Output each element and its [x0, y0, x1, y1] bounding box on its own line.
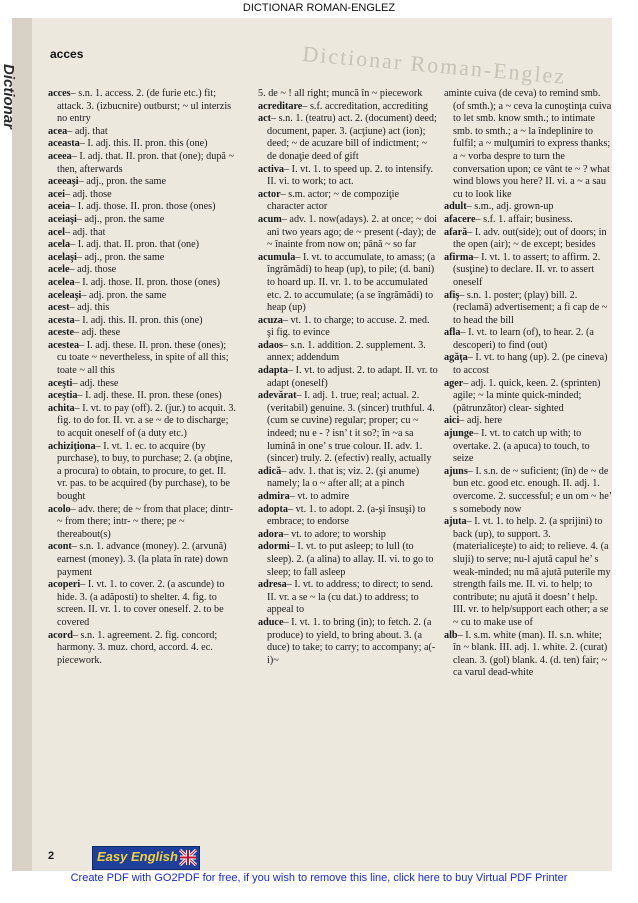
entry-term: adevărat: [258, 390, 297, 402]
dictionary-entry: [258, 113, 438, 163]
entry-term: acumula: [258, 251, 296, 263]
entry-term: aceiaşi: [48, 213, 77, 225]
entry-term: acei: [48, 188, 65, 200]
dictionary-entry: [258, 390, 438, 466]
entry-term: ager: [444, 377, 464, 389]
dictionary-entry: [48, 541, 238, 579]
entry-term: acesta: [48, 314, 75, 326]
sidebar-tab: [0, 18, 32, 871]
dictionary-entry: [444, 88, 612, 201]
entry-term: adapta: [258, 365, 289, 377]
column-1: [48, 88, 238, 667]
dictionary-entry: [48, 138, 238, 151]
entry-definition: – adj. here: [459, 415, 502, 427]
entry-term: act: [258, 113, 272, 125]
entry-term: aduce: [258, 616, 284, 628]
entry-term: ajunge: [444, 428, 474, 440]
entry-definition: – I. vt. 1. to help. 2. (a sprijini) to back (up), to support. 3. (materialiceşte) to aid; to relieve. 4. (a sluji) to serve; nu-l ajută capul he’ s weak-minded; nu mă ajută puterile my strength fails me. II. vi. to help; to contribute; nu ajută it doesn’ t help. III. vr. to help/support each other; a se ~ cu to make use of: [453, 516, 611, 628]
dictionary-entry: [48, 176, 238, 189]
dictionary-entry: [48, 88, 238, 126]
watermark-text: Dictionar Roman-Englez: [301, 40, 568, 89]
dictionary-entry: [258, 164, 438, 189]
dictionary-entry: [48, 441, 238, 504]
dictionary-entry: [444, 227, 612, 252]
dictionary-entry: [258, 315, 438, 340]
entry-term: afară: [444, 226, 468, 238]
dictionary-entry: [48, 201, 238, 214]
entry-definition: – vt. 1. to adopt. 2. (a-şi însuşi) to embrace; to endorse: [267, 503, 426, 528]
entry-term: acreditare: [258, 100, 303, 112]
entry-term: aceste: [48, 327, 75, 339]
dictionary-entry: [444, 415, 612, 428]
entry-term: aceia: [48, 201, 71, 213]
page-headword: acces: [50, 47, 84, 61]
dictionary-entry: [258, 252, 438, 315]
dictionary-entry: [48, 327, 238, 340]
entry-term: ajuns: [444, 465, 468, 477]
entry-definition: – I. adj. those. II. pron. those (ones): [74, 276, 221, 288]
dictionary-entry: [48, 239, 238, 252]
entry-definition: – s.n. 1. advance (money). 2. (arvună) earnest (money). 3. (la plata în rate) down payment: [57, 541, 229, 578]
page-number: 2: [48, 850, 55, 862]
dictionary-entry: [258, 491, 438, 504]
entry-definition: – vt. to adore; to worship: [283, 528, 386, 540]
dictionary-entry: [258, 101, 438, 114]
dictionary-entry: [48, 151, 238, 176]
entry-definition: – adj. 1. quick, keen. 2. (sprinten) agile; ~ la minte quick-minded; (pătrunzător) clear- sighted: [453, 377, 601, 414]
uk-flag-graphic: [180, 850, 196, 865]
dictionary-entry: [258, 617, 438, 667]
easy-english-logo: [92, 846, 200, 870]
entry-term: acela: [48, 239, 71, 251]
entry-definition: – adj., pron. the same: [76, 251, 165, 263]
entry-definition: – I. vt. to address; to direct; to send. II. vr. a se ~ la (cu dat.) to address; to appeal to: [267, 579, 433, 616]
entry-definition: – vt. 1. to charge; to accuse. 2. med. şi fig. to evince: [267, 314, 430, 339]
entry-definition: – I. vt. to hang (up). 2. (pe cineva) to accost: [453, 352, 608, 377]
dictionary-entry: [48, 390, 238, 403]
entry-term: adresa: [258, 579, 287, 591]
logo-text: Easy English: [97, 849, 178, 864]
entry-definition: – adj. those: [64, 188, 112, 200]
entry-term: acelaşi: [48, 251, 77, 263]
entry-definition: – s.n. 1. (teatru) act. 2. (document) deed; document, paper. 3. (acţiune) act (ion); deed; ~ de acuzare bill of indictment; ~ de donaţie deed of gift: [267, 113, 437, 162]
entry-definition: – I. adj. that. II. pron. that (one); după ~ then, afterwards: [57, 150, 235, 175]
entry-definition: – I. vt. 1. ec. to acquire (by purchase), to buy, to purchase; 2. (a obţine, a procura) to obtain, to procure, to get. II. vr. pas. to be acquired (by purchase), to be bought: [57, 440, 233, 502]
entry-term: adora: [258, 528, 284, 540]
entry-term: activa: [258, 163, 285, 175]
entry-definition: – adj. these: [72, 377, 119, 389]
entry-definition: – I. adj. this. II. pron. this (one): [79, 138, 208, 150]
dictionary-entry: [258, 529, 438, 542]
entry-definition: – I. vt. to adjust. 2. to adapt. II. vr. to adapt (oneself): [267, 365, 438, 389]
entry-term: aceeaşi: [48, 176, 79, 188]
entry-definition: – I. adj. 1. true; real; actual. 2. (veritabil) genuine. 3. (sincer) truthful. 4. (cum se cuvine) regular; proper; cu ~ indeed; nu e - ? isn’ t it so?; în ~a sa lumină in one’ s true colour. II. adv. 1. (sincer) truly. 2. (efectiv) really, actually: [267, 390, 435, 465]
entry-term: acont: [48, 541, 72, 553]
entry-definition: – adv. 1. now(adays). 2. at once; ~ doi ani two years ago; de ~ present (-day); de ~ înainte from now on; până ~ so far: [267, 213, 438, 251]
entry-definition: – s.n. 1. poster; (play) bill. 2. (reclamă) advertisement; a fi cap de ~ to head the bill: [453, 289, 608, 326]
entry-definition: – s.m. actor; ~ de compoziţie character actor: [267, 188, 400, 213]
entry-term: aceştia: [48, 390, 78, 402]
dictionary-entry: [48, 315, 238, 328]
entry-term: adormi: [258, 541, 290, 553]
dictionary-entry: [48, 340, 238, 378]
dictionary-entry: [48, 252, 238, 265]
entry-definition: – I. adj. those. II. pron. those (ones): [70, 201, 216, 213]
dictionary-entry: [48, 504, 238, 542]
entry-definition: – adj. pron. the same: [81, 289, 167, 301]
entry-definition: – I. vt. to put asleep; to lull (to sleep). 2. (a alina) to allay. II. vi. to go to sleep; to fall asleep: [267, 541, 434, 578]
entry-term: acolo: [48, 503, 71, 515]
entry-term: actor: [258, 188, 281, 200]
dictionary-entry: [48, 126, 238, 139]
dictionary-entry: [48, 290, 238, 303]
entry-definition: – adj., pron. the same: [76, 213, 165, 225]
entry-term: afirma: [444, 251, 474, 263]
entry-term: adică: [258, 465, 282, 477]
entry-term: acces: [48, 88, 71, 99]
sidebar-label: [0, 48, 32, 148]
entry-term: acum: [258, 213, 282, 225]
pdf-footer-link[interactable]: Create PDF with GO2PDF for free, if you wish to remove this line, click here to buy Virtual PDF Printer: [0, 871, 638, 903]
entry-definition: – I. adj. this. II. pron. this (one): [74, 314, 203, 326]
entry-term: acea: [48, 125, 68, 137]
dictionary-entry: [48, 630, 238, 668]
entry-term: acuza: [258, 314, 283, 326]
entry-definition: – s.n. 1. addition. 2. supplement. 3. annex; addendum: [267, 339, 426, 364]
dictionary-entry: [444, 516, 612, 629]
entry-term: aceşti: [48, 377, 73, 389]
entry-term: achita: [48, 402, 75, 414]
dictionary-entry: [444, 352, 612, 377]
entry-term: alb: [444, 629, 458, 641]
dictionary-entry: [258, 504, 438, 529]
dictionary-entry: [48, 579, 238, 629]
entry-term: aceleaşi: [48, 289, 82, 301]
entry-definition: – I. adj. that. II. pron. that (one): [70, 239, 200, 251]
entry-term: acel: [48, 226, 65, 238]
entry-term: ajuta: [444, 516, 467, 528]
dictionary-entry: [48, 264, 238, 277]
entry-definition: – s.f. 1. affair; business.: [475, 213, 573, 225]
dictionary-entry: [444, 214, 612, 227]
dictionary-entry: [444, 630, 612, 680]
entry-definition: 5. de ~ ! all right; muncă în ~ piecework: [258, 88, 423, 99]
entry-definition: – adj., pron. the same: [78, 176, 166, 188]
dictionary-entry: [258, 189, 438, 214]
column-3: [444, 88, 612, 680]
entry-term: afiş: [444, 289, 460, 301]
entry-definition: – adj. this: [69, 302, 110, 314]
entry-definition: – adv. there; de ~ from that place; dintr- ~ from there; intr- ~ there; pe ~ thereabout(s): [57, 503, 233, 540]
dictionary-entry: [444, 428, 612, 466]
dictionary-entry: [48, 403, 238, 441]
dictionary-entry: [48, 378, 238, 391]
entry-definition: – s.f. accreditation, accrediting: [302, 100, 428, 112]
document-title: DICTIONAR ROMAN-ENGLEZ: [0, 0, 638, 16]
entry-definition: – adj. that: [67, 125, 108, 137]
entry-definition: – adj. these: [74, 327, 121, 339]
entry-term: acestea: [48, 339, 80, 351]
entry-definition: – I. vt. to accumulate, to amass; (a îngrămădi) to heap (up), to pile; (d. bani) to hoard up. II. vr. 1. to be accumulated etc. 2. to accumulate; (a se îngrămădi) to heap (up): [267, 251, 436, 314]
entry-definition: – adj. those: [69, 264, 117, 276]
dictionary-entry: [444, 466, 612, 516]
entry-term: aceea: [48, 150, 72, 162]
dictionary-entry: [48, 189, 238, 202]
dictionary-entry: [258, 466, 438, 491]
dictionary-entry: [444, 201, 612, 214]
entry-term: acele: [48, 264, 70, 276]
dictionary-entry: [48, 302, 238, 315]
dictionary-entry: [48, 227, 238, 240]
entry-term: adaos: [258, 339, 283, 351]
entry-definition: – I. adj. these. II. pron. these (ones): [77, 390, 222, 402]
entry-definition: aminte cuiva (de ceva) to remind smb. (of smth.); a ~ ceva la cunoştinţa cuiva to let smb. know smth.; to intimate smb. to smth.; a ~ la îndeplinire to fulfil; a ~ mulţumiri to express thanks; a ~ vorba despre to turn the conversation upon; ce vânt te ~ ? what wind blows you here? II. vi. a ~ a sau cu to look like: [444, 88, 612, 200]
dictionary-entry: [444, 378, 612, 416]
dictionary-entry: [444, 327, 612, 352]
entry-term: acoperi: [48, 579, 81, 591]
entry-term: agăţa: [444, 352, 468, 364]
entry-definition: – s.n. 1. access. 2. (de furie etc.) fit; attack. 3. (izbucnire) outburst; ~ ul interzis no entry: [57, 88, 232, 125]
entry-term: afacere: [444, 213, 476, 225]
entry-term: adult: [444, 201, 467, 213]
dictionary-entry: [258, 579, 438, 617]
entry-definition: – s.m., adj. grown-up: [466, 201, 554, 213]
entry-definition: – I. adv. out(side); out of doors; in the open (air); ~ de except; besides: [453, 226, 607, 251]
dictionary-entry: [258, 214, 438, 252]
entry-definition: – I. s.m. white (man). II. s.n. white; în ~ blank. III. adj. 1. white. 2. (curat) clean. 3. (gol) blank. 4. (d. ten) fair; ~ ca varul dead-white: [453, 629, 608, 679]
entry-term: aici: [444, 415, 460, 427]
entry-term: acest: [48, 302, 70, 314]
entry-definition: – I. vt. 1. to speed up. 2. to intensify. II. vi. to work; to act.: [267, 163, 434, 188]
entry-term: aceasta: [48, 138, 80, 150]
entry-definition: – s.n. 1. agreement. 2. fig. concord; harmony. 3. muz. chord, accord. 4. ec. piecework.: [57, 629, 218, 666]
entry-definition: – I. vt. to catch up with; to overtake. 2. (a apuca) to touch, to seize: [453, 428, 590, 465]
entry-definition: – I. vt. 1. to assert; to affirm. 2. (susţine) to declare. II. vr. to assert oneself: [453, 251, 601, 288]
entry-term: acelea: [48, 276, 75, 288]
entry-definition: – I. vt. to learn (of), to hear. 2. (a descoperi) to find (out): [453, 327, 594, 351]
dictionary-entry: [258, 541, 438, 579]
entry-term: achiziţiona: [48, 440, 96, 452]
scanned-page: [0, 18, 612, 871]
entry-term: afla: [444, 327, 461, 339]
dictionary-entry: [48, 277, 238, 290]
entry-definition: – adj. that: [64, 226, 106, 238]
entry-definition: – I. vt. 1. to bring (in); to fetch. 2. (a produce) to yield, to bring about. 3. (a duce) to take; to carry; to accompany; a(-i)~: [267, 616, 436, 666]
entry-definition: – I. vt. 1. to cover. 2. (a ascunde) to hide. 3. (a adăposti) to shelter. 4. fig. to screen. II. vr. 1. to cover oneself. 2. to be covered: [57, 579, 225, 628]
entry-definition: – vt. to admire: [289, 491, 350, 502]
entry-definition: – I. vt. to pay (off). 2. (jur.) to acquit. 3. fig. to do for. II. vr. a se ~ de to discharge; to acquit oneself of (a duty etc.): [57, 402, 236, 440]
dictionary-entry: [444, 290, 612, 328]
entry-term: adopta: [258, 503, 289, 515]
entry-definition: – adv. 1. that is; viz. 2. (şi anume) namely; la o ~ after all; at a pinch: [267, 465, 420, 490]
dictionary-entry: [258, 88, 438, 101]
dictionary-entry: [258, 340, 438, 365]
dictionary-entry: [258, 365, 438, 390]
column-2: [258, 88, 438, 667]
entry-definition: – I. adj. these. II. pron. these (ones); cu toate ~ nevertheless, in spite of all this; toate ~ all this: [57, 339, 229, 377]
sidebar-label-text: Dictionar: [0, 63, 18, 130]
dictionary-entry: [444, 252, 612, 290]
entry-term: admira: [258, 491, 290, 502]
entry-term: acord: [48, 629, 73, 641]
entry-definition: – I. s.n. de ~ suficient; (în) de ~ de bun etc. good etc. enough. II. adj. 1. overcome. 2. successful; e un om ~ he’ s somebody now: [453, 465, 612, 515]
dictionary-entry: [48, 214, 238, 227]
uk-flag-icon: [180, 850, 196, 865]
